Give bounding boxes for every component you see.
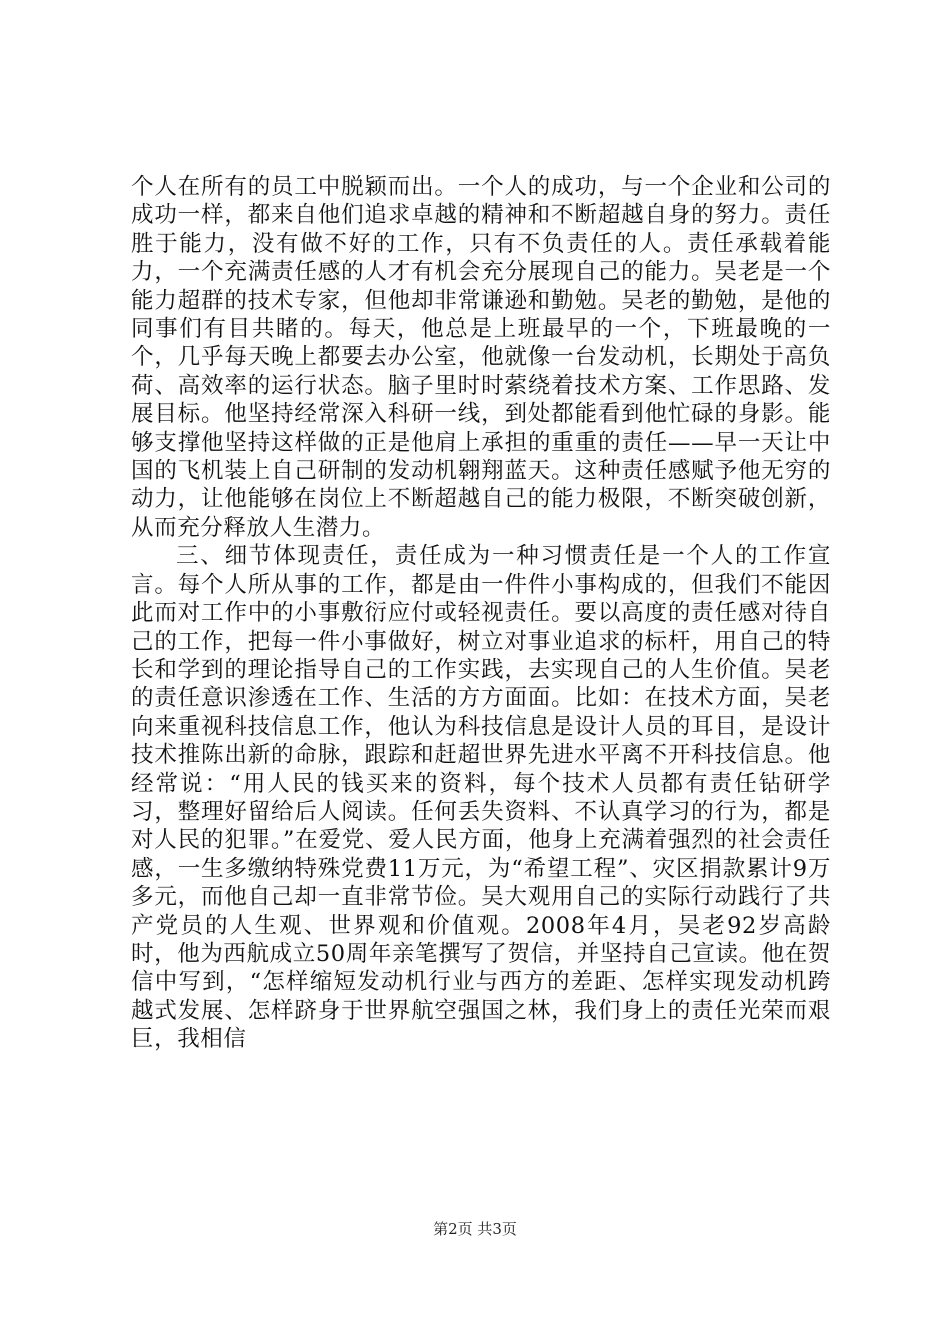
paragraph-1: 个人在所有的员工中脱颖而出。一个人的成功，与一个企业和公司的成功一样，都来自他们追求卓越的精神和不断超越自身的努力。责任胜于能力，没有做不好的工作，只有不负责任的人。责任承载着能力，一个充满责任感的人才有机会充分展现自己的能力。吴老是一个能力超群的技术专家，但他却非常谦逊和勤勉。吴老的勤勉，是他的同事们有目共睹的。每天，他总是上班最早的一个，下班最晚的一个，几乎每天晚上都要去办公室，他就像一台发动机，长期处于高负荷、高效率的运行状态。脑子里时时萦绕着技术方案、工作思路、发展目标。他坚持经常深入科研一线，到处都能看到他忙碌的身影。能够支撑他坚持这样做的正是他肩上承担的重重的责任——早一天让中国的飞机装上自己研制的发动机翱翔蓝天。这种责任感赋予他无穷的动力，让他能够在岗位上不断超越自己的能力极限，不断突破创新，从而充分释放人生潜力。 <box>131 174 831 541</box>
document-body <box>131 173 831 1054</box>
page-footer: 第2页 共3页 <box>433 1220 517 1238</box>
paragraph-2: 三、细节体现责任，责任成为一种习惯责任是一个人的工作宣言。每个人所从事的工作，都是由一件件小事构成的，但我们不能因此而对工作中的小事敷衍应付或轻视责任。要以高度的责任感对待自己的工作，把每一件小事做好，树立对事业追求的标杆，用自己的特长和学到的理论指导自己的工作实践，去实现自己的人生价值。吴老的责任意识渗透在工作、生活的方方面面。比如：在技术方面，吴老向来重视科技信息工作，他认为科技信息是设计人员的耳目，是设计技术推陈出新的命脉，跟踪和赶超世界先进水平离不开科技信息。他经常说：“用人民的钱买来的资料，每个技术人员都有责任钻研学习，整理好留给后人阅读。任何丢失资料、不认真学习的行为，都是对人民的犯罪。”在爱党、爱人民方面，他身上充满着强烈的社会责任感，一生多缴纳特殊党费11万元，为“希望工程”、灾区捐款累计9万多元，而他自己却一直非常节俭。吴大观用自己的实际行动践行了共产党员的人生观、世界观和价值观。2008年4月，吴老92岁高龄时，他为西航成立50周年亲笔撰写了贺信，并坚持自己宣读。他在贺信中写到，“怎样缩短发动机行业与西方的差距、怎样实现发动机跨越式发展、怎样跻身于世界航空强国之林，我们身上的责任光荣而艰巨，我相信 <box>131 543 831 1053</box>
